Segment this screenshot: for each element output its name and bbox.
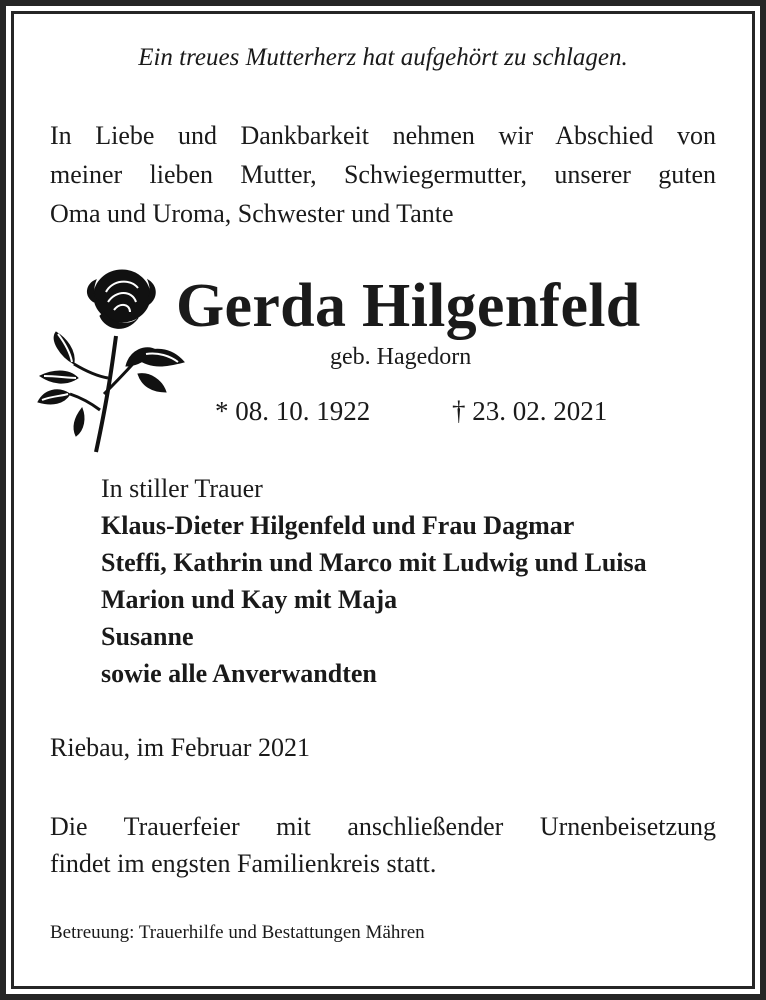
mourner-line: Susanne [101,622,194,651]
service-credit: Betreuung: Trauerhilfe und Bestattungen Mähren [50,922,425,943]
grief-intro: In stiller Trauer [101,474,263,503]
ceremony-line: findet im engsten Familienkreis statt. [50,849,437,878]
ceremony-line: Die Trauerfeier mit anschließender Urnenbeisetzung [50,812,716,841]
deceased-name: Gerda Hilgenfeld [176,272,641,340]
intro-line: Oma und Uroma, Schwester und Tante [50,199,454,228]
rose-icon [34,266,189,458]
birth-date: * 08. 10. 1922 [215,396,371,426]
mourner-line: Klaus-Dieter Hilgenfeld und Frau Dagmar [101,511,575,540]
maiden-name: geb. Hagedorn [330,344,472,370]
mourner-line: Marion und Kay mit Maja [101,585,398,614]
ceremony-paragraph [50,808,716,882]
intro-paragraph [50,116,716,233]
intro-line: In Liebe und Dankbarkeit nehmen wir Abschied von [50,121,716,150]
place-date: Riebau, im Februar 2021 [50,733,310,762]
death-date: † 23. 02. 2021 [452,396,608,426]
intro-line: meiner lieben Mutter, Schwiegermutter, unserer guten [50,160,716,189]
mourner-line: Steffi, Kathrin und Marco mit Ludwig und Luisa [101,548,647,577]
motto: Ein treues Mutterherz hat aufgehört zu schlagen. [138,44,628,71]
mourner-line: sowie alle Anverwandten [101,659,377,688]
